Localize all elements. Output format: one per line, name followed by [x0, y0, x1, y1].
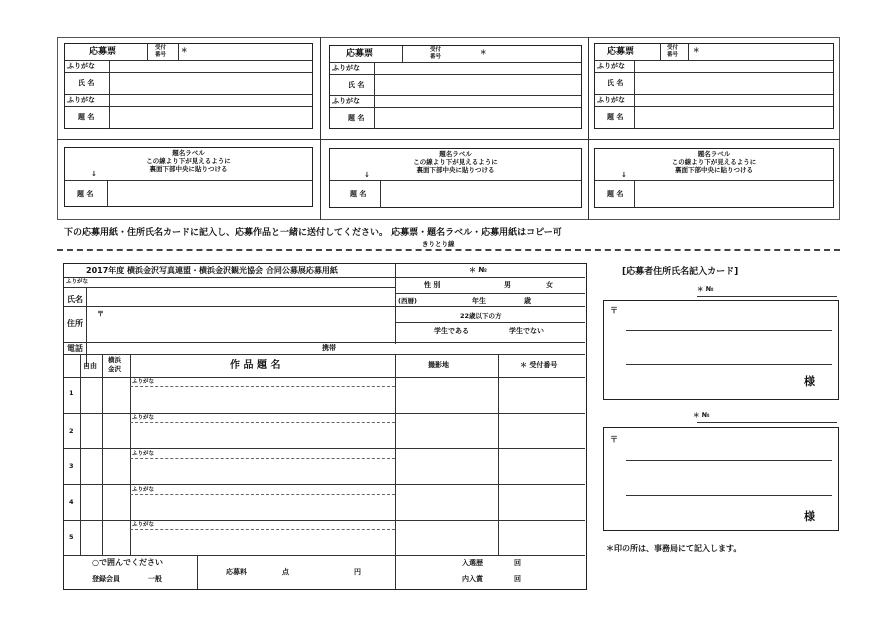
arrow-down-icon: ↓ — [621, 171, 627, 179]
cut-line — [57, 249, 840, 251]
address-card-2 — [603, 427, 839, 531]
form-number-label: ＊ № — [469, 266, 487, 274]
honorific: 様 — [804, 375, 815, 388]
work-title-label: 題 名 — [607, 190, 624, 198]
name-label: 氏名 — [67, 295, 83, 304]
name-label: 氏 名 — [78, 79, 95, 87]
times-unit: 回 — [514, 575, 521, 583]
title-label-instruction: 裏面下部中央に貼りつける — [416, 166, 495, 174]
gender-female[interactable]: 女 — [546, 281, 553, 289]
arrow-down-icon: ↓ — [364, 171, 370, 179]
furigana-label: ふりがな — [597, 96, 625, 104]
postal-mark: 〒 — [610, 435, 618, 444]
selected-count-label: 入選歴 — [462, 559, 483, 567]
title-label-heading: 題名ラベル — [439, 150, 472, 158]
receipt-mark: ＊ — [181, 46, 188, 54]
gender-male[interactable]: 男 — [504, 281, 511, 289]
furigana-label: ふりがな — [597, 62, 625, 70]
ticket-title: 応募票 — [89, 47, 117, 57]
row-number: 5 — [69, 533, 74, 541]
cut-line-label: きりとり線 — [422, 240, 455, 248]
row-number: 2 — [69, 427, 74, 435]
row-furigana: ふりがな — [132, 415, 155, 421]
office-note: ＊印の所は、事務局にて記入します。 — [606, 544, 742, 553]
top-divider-2 — [588, 37, 589, 220]
furigana-label: ふりがな — [66, 279, 89, 285]
title-label-3 — [594, 148, 834, 208]
phone-label: 電話 — [67, 344, 83, 353]
arrow-down-icon: ↓ — [91, 170, 97, 178]
col-kanazawa: 金沢 — [108, 365, 121, 373]
title-label-instruction: この線より下が見えるように — [146, 157, 231, 165]
application-form — [63, 263, 587, 590]
entry-ticket-1 — [64, 43, 313, 129]
title-label-instruction: 裏面下部中央に貼りつける — [675, 166, 753, 174]
title-label-2 — [329, 148, 582, 208]
non-student-option[interactable]: 学生でない — [509, 327, 544, 335]
awarded-count-label: 内入賞 — [462, 575, 483, 583]
general-option[interactable]: 一般 — [148, 575, 162, 583]
receipt-label: 番号 — [430, 54, 442, 60]
member-option[interactable]: 登録会員 — [92, 575, 120, 583]
title-label-instruction: この線より下が見えるように — [671, 158, 757, 166]
postal-mark: 〒 — [97, 310, 104, 318]
work-title-label: 題 名 — [78, 113, 95, 121]
student-option[interactable]: 学生である — [434, 327, 469, 335]
receipt-mark: ＊ — [693, 46, 700, 54]
name-label: 氏 名 — [607, 79, 624, 87]
col-kanazawa: 横浜 — [108, 356, 121, 364]
receipt-label: 受付 — [667, 45, 679, 51]
furigana-label: ふりがな — [332, 64, 360, 72]
entry-ticket-2 — [329, 45, 582, 129]
form-title: 2017年度 横浜金沢写真連盟・横浜金沢観光協会 合同公募展応募用紙 — [86, 266, 338, 275]
card-number-line — [697, 296, 837, 297]
furigana-label: ふりがな — [67, 96, 95, 104]
youth-label: 22歳以下の方 — [460, 312, 502, 320]
receipt-label: 受付 — [430, 47, 442, 53]
age-label: 歳 — [524, 297, 531, 305]
gender-label: 性 別 — [424, 281, 441, 289]
ticket-title: 応募票 — [346, 49, 374, 59]
postal-mark: 〒 — [610, 306, 618, 315]
honorific: 様 — [804, 510, 815, 523]
col-receipt-number: ＊ 受付番号 — [520, 361, 558, 369]
ticket-title: 応募票 — [607, 47, 635, 57]
top-divider-1 — [320, 37, 321, 220]
row-furigana: ふりがな — [132, 379, 155, 385]
name-label: 氏 名 — [348, 81, 365, 89]
circle-note: ○で囲んでください — [92, 558, 163, 567]
title-label-instruction: この線より下が見えるように — [413, 158, 498, 166]
top-mid-divider — [57, 139, 840, 140]
furigana-label: ふりがな — [332, 97, 360, 105]
work-title-label: 題 名 — [348, 114, 365, 122]
title-label-1 — [64, 147, 313, 207]
work-title-label: 題 名 — [350, 190, 367, 198]
row-furigana: ふりがな — [132, 522, 155, 528]
receipt-mark: ＊ — [480, 48, 487, 56]
era-label: (西暦) — [398, 297, 417, 305]
furigana-label: ふりがな — [67, 62, 95, 70]
col-self: 自由 — [83, 362, 97, 370]
card-number-line — [697, 422, 837, 423]
entry-ticket-3 — [594, 43, 834, 129]
fee-label: 応募料 — [226, 568, 247, 576]
receipt-label: 受付 — [155, 45, 167, 51]
row-number: 1 — [69, 389, 74, 397]
row-number: 4 — [69, 498, 74, 506]
col-location: 撮影地 — [428, 361, 449, 369]
card-number-label: ＊ № — [697, 285, 714, 293]
receipt-label: 番号 — [155, 52, 167, 58]
work-title-label: 題 名 — [607, 113, 624, 121]
title-label-instruction: 裏面下部中央に貼りつける — [149, 165, 228, 173]
row-furigana: ふりがな — [132, 451, 155, 457]
address-card-1 — [603, 300, 839, 400]
mobile-label: 携帯 — [322, 344, 336, 352]
times-unit: 回 — [514, 559, 521, 567]
points-unit: 点 — [282, 568, 289, 576]
title-label-heading: 題名ラベル — [172, 149, 205, 157]
receipt-label: 番号 — [667, 52, 679, 58]
address-card-title: [応募者住所氏名記入カード] — [622, 267, 739, 277]
yen-unit: 円 — [354, 568, 361, 576]
card-number-label: ＊ № — [693, 411, 710, 419]
birth-year-label: 年生 — [472, 297, 486, 305]
work-title-label: 題 名 — [77, 190, 94, 198]
address-label: 住所 — [67, 319, 83, 328]
row-number: 3 — [69, 462, 74, 470]
title-label-heading: 題名ラベル — [697, 150, 731, 158]
col-work-title: 作 品 題 名 — [230, 360, 281, 371]
row-furigana: ふりがな — [132, 487, 155, 493]
instruction-text: 下の応募用紙・住所氏名カードに記入し、応募作品と一緒に送付してください。 応募票・題名ラベル・応募用紙はコピー可 — [64, 228, 562, 238]
